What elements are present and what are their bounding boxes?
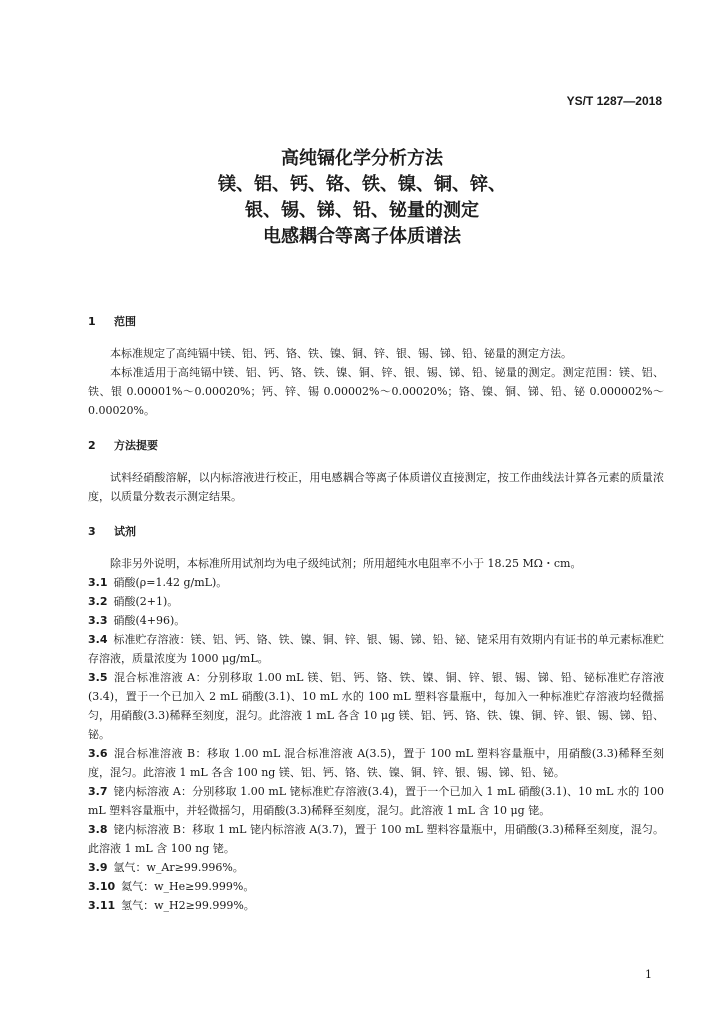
standard-code: YS/T 1287—2018 <box>566 94 662 108</box>
section-heading-scope <box>88 312 664 331</box>
item-number: 3.5 <box>88 671 108 684</box>
item-text: 氦气：w_He≥99.999%。 <box>121 880 255 893</box>
item-text: 氩气：w_Ar≥99.996%。 <box>113 861 244 874</box>
item-number: 3.7 <box>88 785 108 798</box>
paragraph: 本标准规定了高纯镉中镁、铝、钙、铬、铁、镍、铜、锌、银、锡、锑、铅、铋量的测定方法。 <box>110 347 572 360</box>
item-text: 铑内标溶液 A：分别移取 1.00 mL 铑标准贮存溶液(3.4)，置于一个已加入 1 mL 硝酸(3.1)、10 mL 水的 100 mL 塑料容量瓶中，并轻微摇匀，用硝酸(3.3)稀释至刻度，混匀。此溶液 1 mL 含 10 μg 铑。 <box>88 785 664 817</box>
title-line: 银、锡、锑、铅、铋量的测定 <box>245 200 479 221</box>
reagent-item <box>88 630 664 668</box>
item-number: 3.2 <box>88 595 108 608</box>
item-text: 铑内标溶液 B：移取 1 mL 铑内标溶液 A(3.7)，置于 100 mL 塑料容量瓶中，用硝酸(3.3)稀释至刻度，混匀。此溶液 1 mL 含 100 ng 铑。 <box>88 823 664 855</box>
reagent-item <box>88 858 664 877</box>
section-title: 方法提要 <box>114 439 158 452</box>
section-number: 2 <box>88 439 96 452</box>
item-text: 氢气：w_H2≥99.999%。 <box>121 899 255 912</box>
reagent-item <box>88 573 664 592</box>
item-number: 3.1 <box>88 576 108 589</box>
reagent-item <box>88 744 664 782</box>
item-number: 3.4 <box>88 633 108 646</box>
item-text: 硝酸(ρ=1.42 g/mL)。 <box>113 576 228 589</box>
item-number: 3.11 <box>88 899 116 912</box>
reagent-item <box>88 611 664 630</box>
page-number: 1 <box>645 968 652 981</box>
section-heading-method <box>88 436 664 455</box>
item-text: 标准贮存溶液：镁、铝、钙、铬、铁、镍、铜、锌、银、锡、锑、铅、铋、铑采用有效期内有证书的单元素标准贮存溶液，质量浓度为 1000 μg/mL。 <box>88 633 664 665</box>
title-line: 电感耦合等离子体质谱法 <box>263 226 461 247</box>
reagent-item <box>88 782 664 820</box>
section-number: 3 <box>88 525 96 538</box>
reagent-item <box>88 896 664 915</box>
section-number: 1 <box>88 315 96 328</box>
item-text: 硝酸(2+1)。 <box>113 595 179 608</box>
item-text: 混合标准溶液 B：移取 1.00 mL 混合标准溶液 A(3.5)，置于 100 mL 塑料容量瓶中，用硝酸(3.3)稀释至刻度，混匀。此溶液 1 mL 各含 100 ng 镁、铝、钙、铬、铁、镍、铜、锌、银、锡、锑、铅、铋。 <box>88 747 664 779</box>
title-line: 高纯镉化学分析方法 <box>281 148 443 169</box>
paragraph: 试料经硝酸溶解，以内标溶液进行校正，用电感耦合等离子体质谱仪直接测定，按工作曲线法计算各元素的质量浓度，以质量分数表示测定结果。 <box>88 471 664 503</box>
document-title <box>0 146 724 250</box>
section-title: 试剂 <box>114 525 136 538</box>
item-number: 3.8 <box>88 823 108 836</box>
reagent-item <box>88 668 664 744</box>
item-number: 3.3 <box>88 614 108 627</box>
item-number: 3.9 <box>88 861 108 874</box>
section-heading-reagents <box>88 522 664 541</box>
paragraph: 除非另外说明，本标准所用试剂均为电子级纯试剂；所用超纯水电阻率不小于 18.25 MΩ・cm。 <box>110 557 582 570</box>
item-text: 混合标准溶液 A：分别移取 1.00 mL 镁、铝、钙、铬、铁、镍、铜、锌、银、锡、锑、铅、铋标准贮存溶液(3.4)，置于一个已加入 2 mL 硝酸(3.1)、10 mL 水的 100 mL 塑料容量瓶中，每加入一种标准贮存溶液均轻微摇匀，用硝酸(3.3)稀释至刻度，混匀。此溶液 1 mL 各含 10 μg 镁、铝、钙、铬、铁、镍、铜、锌、银、锡、锑、铅、铋。 <box>88 671 664 741</box>
document-body <box>88 312 664 915</box>
reagent-item <box>88 592 664 611</box>
reagent-item <box>88 877 664 896</box>
item-number: 3.10 <box>88 880 116 893</box>
reagent-item <box>88 820 664 858</box>
section-title: 范围 <box>114 315 136 328</box>
paragraph: 本标准适用于高纯镉中镁、铝、钙、铬、铁、镍、铜、锌、银、锡、锑、铅、铋量的测定。测定范围：镁、铝、铁、银 0.00001%～0.00020%；钙、锌、锡 0.00002%～0.00020%；铬、镍、铜、锑、铅、铋 0.000002%～0.00020%。 <box>88 366 664 417</box>
item-text: 硝酸(4+96)。 <box>113 614 186 627</box>
title-line: 镁、铝、钙、铬、铁、镍、铜、锌、 <box>218 174 506 195</box>
item-number: 3.6 <box>88 747 108 760</box>
